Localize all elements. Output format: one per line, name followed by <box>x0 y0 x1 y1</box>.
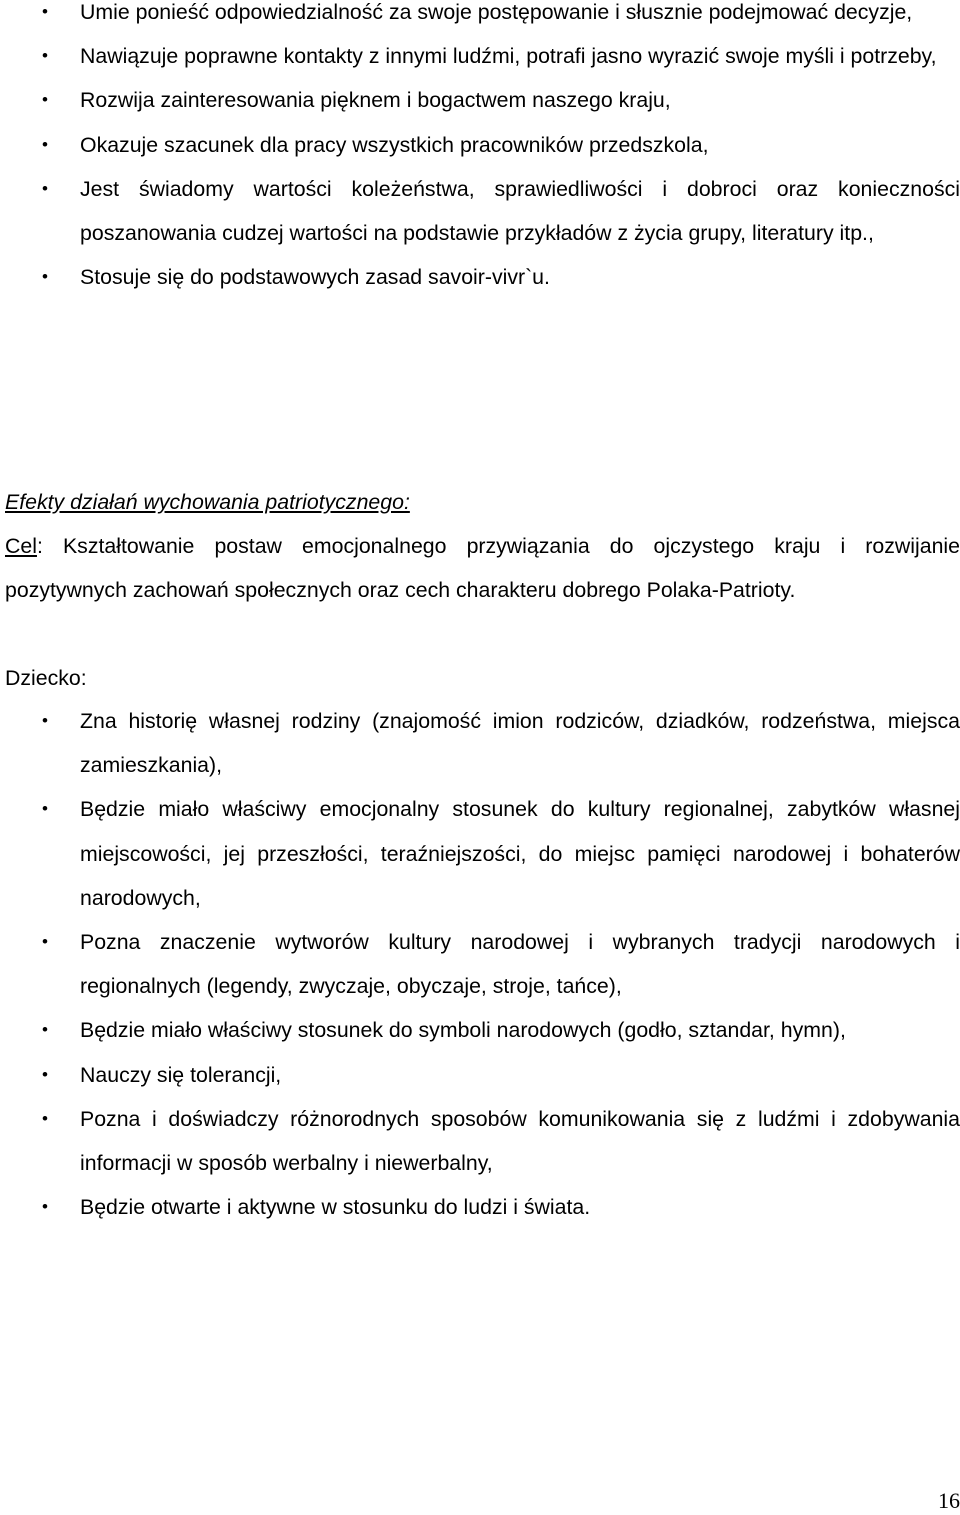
list-item <box>0 699 960 787</box>
list-item <box>0 1053 960 1097</box>
goal-label: Cel <box>5 534 37 558</box>
bullet-icon: • <box>42 1108 48 1128</box>
list-item <box>0 78 960 122</box>
list-item <box>0 1097 960 1185</box>
list-item-text: Okazuje szacunek dla pracy wszystkich pracowników przedszkola, <box>80 132 709 157</box>
list-item-text: Będzie otwarte i aktywne w stosunku do ludzi i świata. <box>80 1195 591 1220</box>
patriotic-outcomes-list <box>0 699 960 1229</box>
list-item-text: Będzie miało właściwy stosunek do symboli narodowych (godło, sztandar, hymn), <box>80 1018 846 1043</box>
list-item <box>0 34 960 78</box>
list-item <box>0 167 960 255</box>
list-item-text: Stosuje się do podstawowych zasad savoir-vivr`u. <box>80 265 550 290</box>
section-heading: Efekty działań wychowania patriotycznego: <box>5 490 410 514</box>
bullet-icon: • <box>42 134 48 154</box>
list-item <box>0 0 960 34</box>
bullet-icon: • <box>42 799 48 819</box>
list-item <box>0 787 960 920</box>
bullet-icon: • <box>42 46 48 66</box>
bullet-icon: • <box>42 90 48 110</box>
list-item-text: Będzie miało właściwy emocjonalny stosunek do kultury regionalnej, zabytków własnej miejscowości, jej przeszłości, teraźniejszości, do miejsc pamięci narodowej i bohaterów narodowych, <box>80 797 960 910</box>
list-item-text: Zna historię własnej rodziny (znajomość imion rodziców, dziadków, rodzeństwa, miejsca zamieszkania), <box>80 709 960 778</box>
bullet-icon: • <box>42 178 48 198</box>
list-item-text: Rozwija zainteresowania pięknem i bogactwem naszego kraju, <box>80 88 671 113</box>
bullet-icon: • <box>42 267 48 287</box>
bullet-icon: • <box>42 1064 48 1084</box>
list-item-text: Nawiązuje poprawne kontakty z innymi ludźmi, potrafi jasno wyrazić swoje myśli i potrzeby, <box>80 44 937 69</box>
list-item-text: Pozna i doświadczy różnorodnych sposobów komunikowania się z ludźmi i zdobywania informacji w sposób werbalny i niewerbalny, <box>80 1106 960 1176</box>
list-item <box>0 920 960 1008</box>
bullet-icon: • <box>42 1020 48 1040</box>
goal-paragraph <box>5 524 960 612</box>
list-item <box>0 123 960 167</box>
page-number: 16 <box>938 1488 960 1513</box>
bullet-icon: • <box>42 711 48 730</box>
behavior-outcomes-list <box>0 0 960 299</box>
list-item <box>0 1008 960 1052</box>
list-item-text: Umie ponieść odpowiedzialność za swoje postępowanie i słusznie podejmować decyzje, <box>80 0 913 24</box>
bullet-icon: • <box>42 932 48 952</box>
list-item <box>0 255 960 299</box>
list-item-text: Nauczy się tolerancji, <box>80 1062 282 1087</box>
list-item <box>0 1185 960 1229</box>
list-item-text: Jest świadomy wartości koleżeństwa, sprawiedliwości i dobroci oraz konieczności poszanowania cudzej wartości na podstawie przykładów z życia grupy, literatury itp., <box>80 176 960 246</box>
list-item-text: Pozna znaczenie wytworów kultury narodowej i wybranych tradycji narodowych i regionalnych (legendy, zwyczaje, obyczaje, stroje, tańce), <box>80 930 960 999</box>
bullet-icon: • <box>42 2 48 21</box>
goal-text: : Kształtowanie postaw emocjonalnego przywiązania do ojczystego kraju i rozwijanie pozytywnych zachowań społecznych oraz cech charakteru dobrego Polaka-Patrioty. <box>5 534 960 603</box>
child-label: Dziecko: <box>5 666 87 690</box>
bullet-icon: • <box>42 1197 48 1217</box>
